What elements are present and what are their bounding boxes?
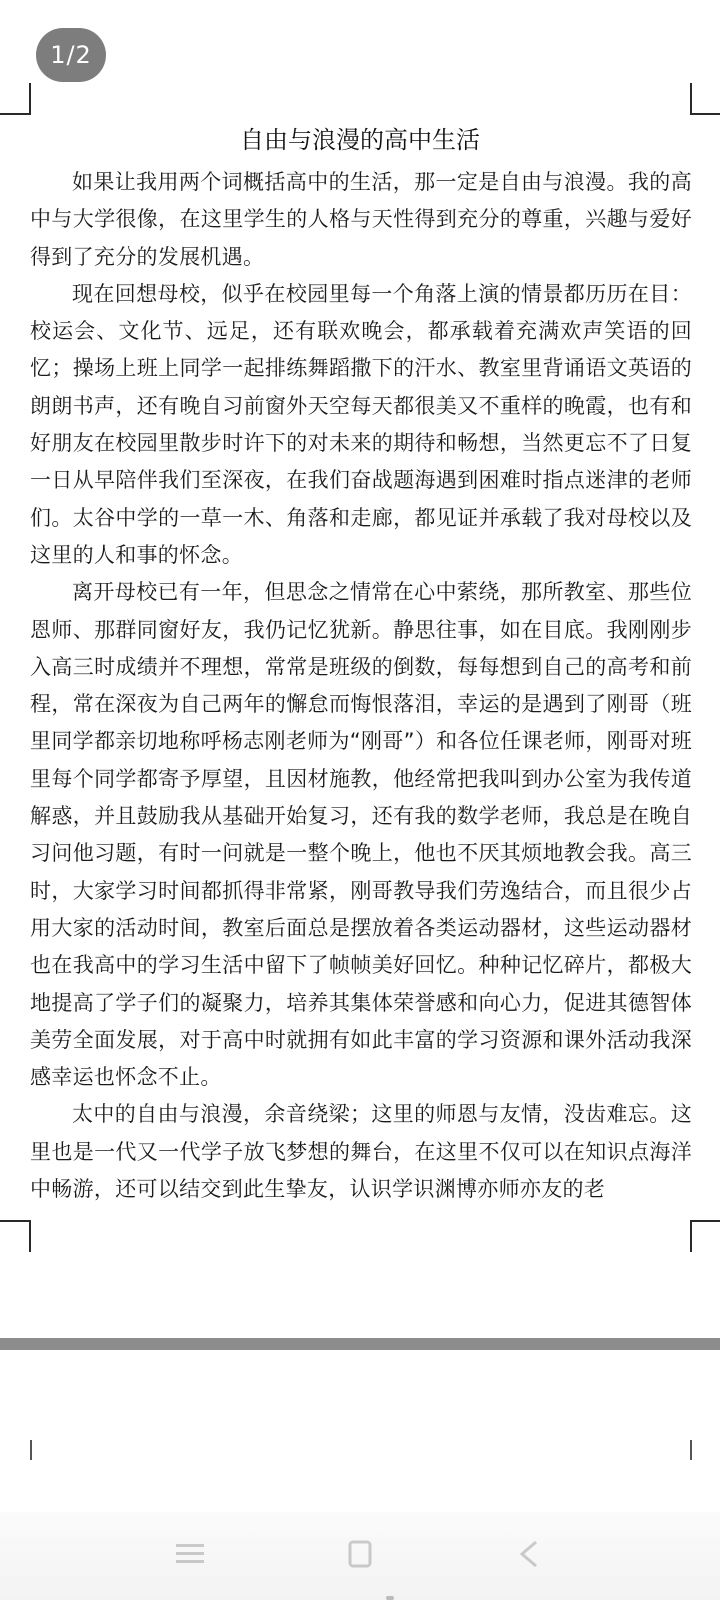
crop-mark-top-right [690,83,720,115]
paragraph: 如果让我用两个词概括高中的生活，那一定是自由与浪漫。我的高中与大学很像，在这里学生的人格与天性得到充分的尊重，兴趣与爱好得到了充分的发展机遇。 [30,170,692,269]
page-separator [0,1338,720,1350]
crop-mark-bottom-left [0,1220,31,1252]
back-icon[interactable] [510,1536,550,1572]
crop-mark-top-left [0,83,31,115]
document-body[interactable] [30,164,692,1208]
page-2-crop-mark-left [30,1440,32,1460]
crop-mark-bottom-right [690,1220,720,1252]
document-title: 自由与浪漫的高中生活 [240,126,480,154]
paragraph: 现在回想母校，似乎在校园里每一个角落上演的情景都历历在目：校运会、文化节、远足，还有联欢晚会，都承载着充满欢声笑语的回忆；操场上班上同学一起排练舞蹈撒下的汗水、教室里背诵语文英语的朗朗书声，还有晚自习前窗外天空每天都很美又不重样的晚霞，也有和好朋友在校园里散步时许下的对未来的期待和畅想，当然更忘不了日复一日从早陪伴我们至深夜，在我们奋战题海遇到困难时指点迷津的老师们。太谷中学的一草一木、角落和走廊，都见证并承载了我对母校以及这里的人和事的怀念。 [30,281,692,567]
home-indicator [386,1596,394,1600]
page-2-crop-mark-right [690,1440,692,1460]
menu-icon[interactable] [170,1536,210,1572]
home-icon[interactable] [340,1536,380,1572]
paragraph: 离开母校已有一年，但思念之情常在心中萦绕，那所教室、那些位恩师、那群同窗好友，我仍记忆犹新。静思往事，如在目底。我刚刚步入高三时成绩并不理想，常常是班级的倒数，每每想到自己的高考和前程，常在深夜为自己两年的懈怠而悔恨落泪，幸运的是遇到了刚哥（班里同学都亲切地称呼杨志刚老师为“刚哥”）和各位任课老师，刚哥对班里每个同学都寄予厚望，且因材施教，他经常把我叫到办公室为我传道解惑，并且鼓励我从基础开始复习，还有我的数学老师，我总是在晚自习问他习题，有时一问就是一整个晚上，他也不厌其烦地教会我。高三时，大家学习时间都抓得非常紧，刚哥教导我们劳逸结合，而且很少占用大家的活动时间，教室后面总是摆放着各类运动器材，这些运动器材也在我高中的学习生活中留下了帧帧美好回忆。种种记忆碎片，都极大地提高了学子们的凝聚力，培养其集体荣誉感和向心力，促进其德智体美劳全面发展，对于高中时就拥有如此丰富的学习资源和课外活动我深感幸运也怀念不止。 [30,580,692,1090]
paragraph: 太中的自由与浪漫，余音绕梁；这里的师恩与友情，没齿难忘。这里也是一代又一代学子放飞梦想的舞台，在这里不仅可以在知识点海洋中畅游，还可以结交到此生挚友，认识学识渊博亦师亦友的老 [30,1102,692,1202]
system-navigation-bar [0,1512,720,1600]
page-indicator: 1/2 [36,28,106,82]
